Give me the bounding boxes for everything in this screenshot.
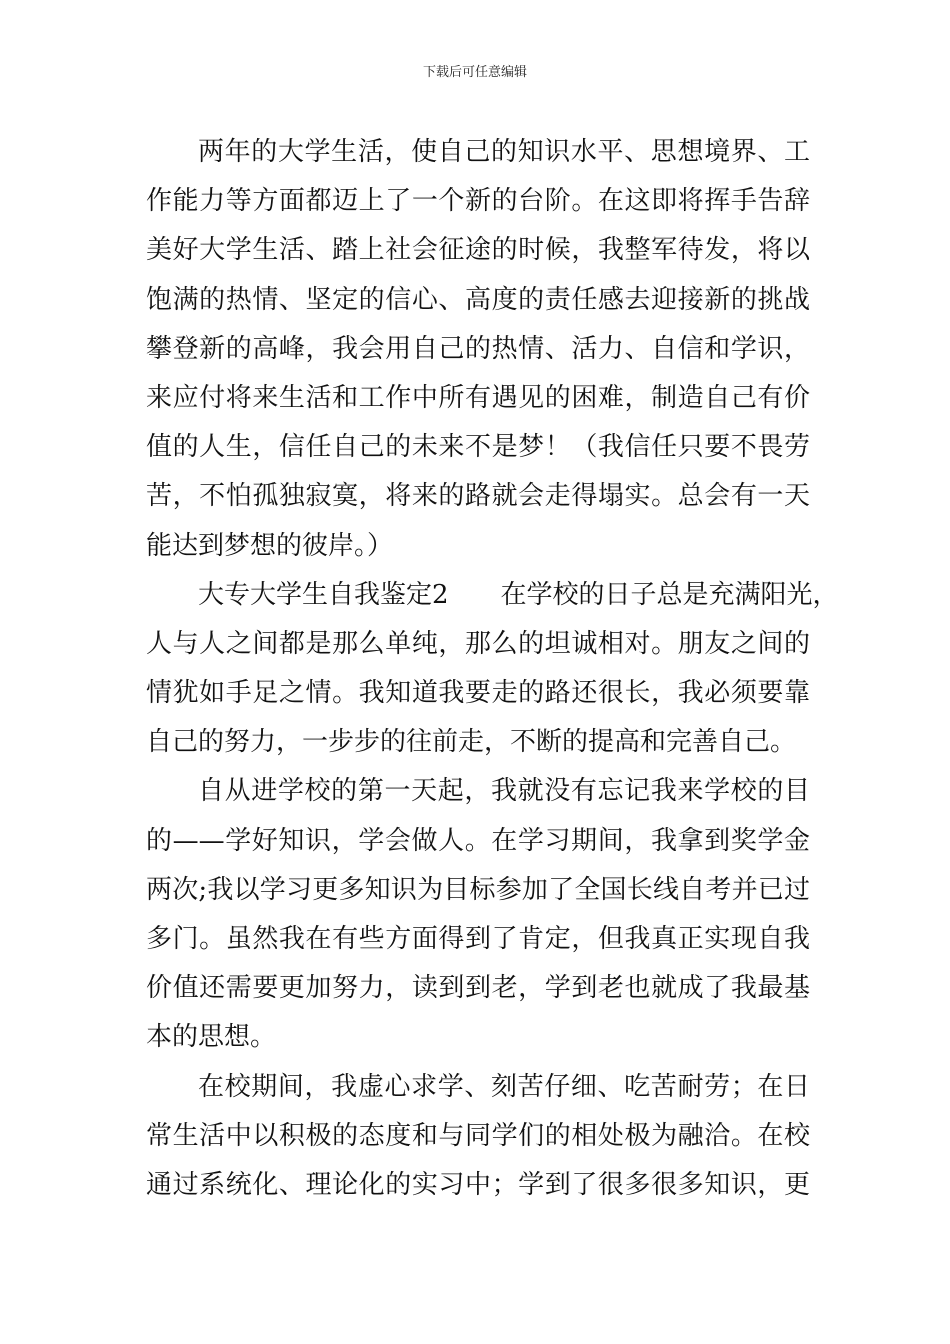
text-line: 苦，不怕孤独寂寞，将来的路就会走得塌实。总会有一天 [146, 481, 810, 512]
body-text [146, 128, 839, 1210]
text-line: 人与人之间都是那么单纯，那么的坦诚相对。朋友之间的 [146, 628, 810, 659]
text-line: 美好大学生活、踏上社会征途的时候，我整军待发，将以 [146, 235, 810, 266]
text-line: 两年的大学生活，使自己的知识水平、思想境界、工 [198, 137, 810, 167]
text-line: 在校期间，我虚心求学、刻苦仔细、吃苦耐劳；在日 [198, 1071, 810, 1102]
text-line: 常生活中以积极的态度和与同学们的相处极为融洽。在校 [146, 1120, 810, 1151]
text-line: 的——学好知识，学会做人。在学习期间，我拿到奖学金 [146, 825, 810, 856]
page-header: 下载后可任意编辑 [422, 65, 527, 80]
text-line: 多门。虽然我在有些方面得到了肯定，但我真正实现自我 [146, 924, 810, 954]
text-line: 通过系统化、理论化的实习中；学到了很多很多知识，更 [146, 1169, 810, 1200]
text-line: 能达到梦想的彼岸。） [146, 530, 394, 561]
text-line: 自从进学校的第一天起，我就没有忘记我来学校的目 [198, 776, 810, 807]
text-line: 两次;我以学习更多知识为目标参加了全国长线自考并已过 [146, 874, 810, 905]
text-line: 自己的努力，一步步的往前走，不断的提高和完善自己。 [146, 727, 797, 758]
text-line: 大专大学生自我鉴定2 在学校的日子总是充满阳光， [198, 579, 839, 610]
text-line: 攀登新的高峰，我会用自己的热情、活力、自信和学识， [146, 333, 810, 364]
text-line: 作能力等方面都迈上了一个新的台阶。在这即将挥手告辞 [146, 186, 810, 217]
text-line: 值的人生，信任自己的未来不是梦！（我信任只要不畏劳 [146, 432, 810, 463]
text-line: 来应付将来生活和工作中所有遇见的困难，制造自己有价 [146, 382, 810, 413]
text-line: 情犹如手足之情。我知道我要走的路还很长，我必须要靠 [146, 678, 810, 709]
text-line: 本的思想。 [146, 1022, 277, 1053]
text-line: 饱满的热情、坚定的信心、高度的责任感去迎接新的挑战 [146, 284, 810, 315]
text-line: 价值还需要更加努力，读到到老，学到老也就成了我最基 [146, 973, 810, 1004]
